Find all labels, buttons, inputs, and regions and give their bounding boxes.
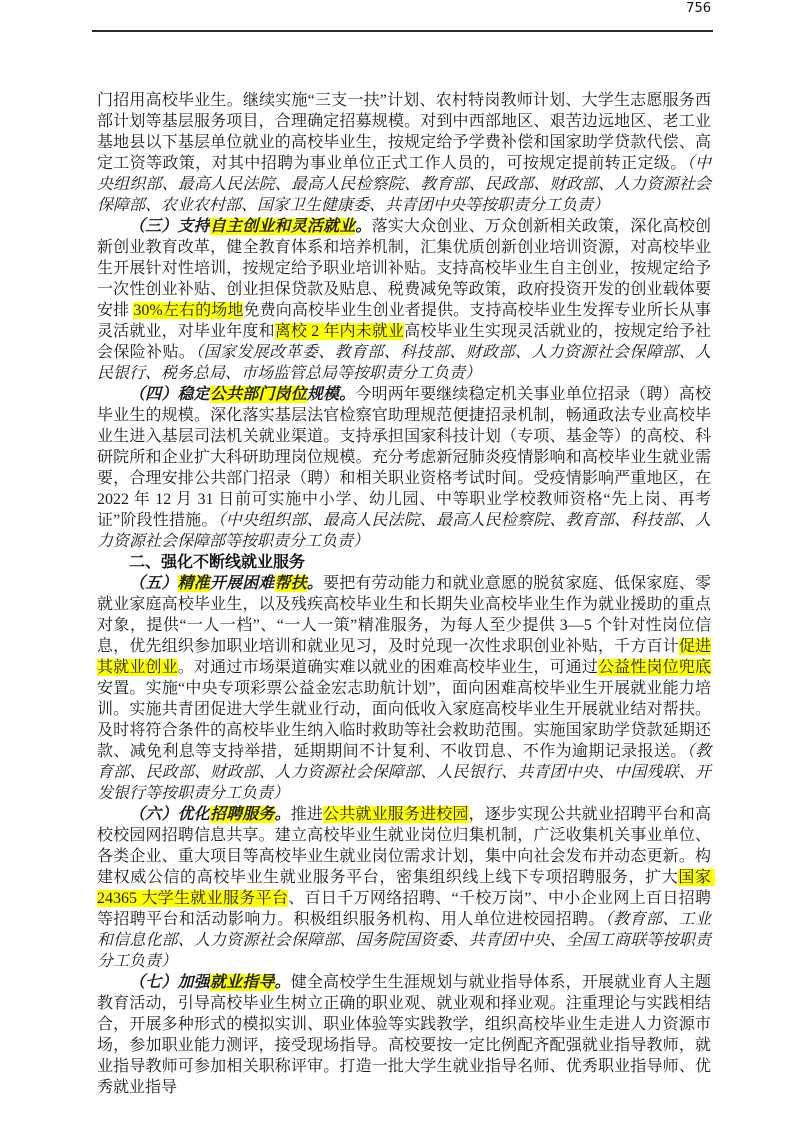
text-run: （国家发展改革委、教育部、科技部、财政部、人力资源社会保障部、人民银行、税务总局、市场监管总局等按职责分工负责） [97,344,711,382]
text-run: （四）稳定 [129,386,210,403]
highlighted-text: 精准 [177,575,210,592]
text-run: 。 [355,218,372,235]
text-run: （七）加强 [129,974,210,991]
highlighted-text: 招聘服务 [209,806,275,823]
text-run: 开展困难 [209,575,275,592]
text-run: （五） [129,575,178,592]
text-run: 高校毕业生实现灵活就业的，按规定给予社会保险补贴。 [97,323,711,361]
continuation-paragraph [97,90,711,216]
highlighted-text: 帮扶 [274,575,307,592]
text-run: 安置。实施“中央专项彩票公益金宏志助航计划”，面向困难高校毕业生开展就业能力培训。实施共青团促进大学生就业行动，面向低收入家庭高校毕业生开展就业结对帮扶。及时将符合条件的高校毕业生纳入临时救助等社会救助范围。实施国家助学贷款延期还款、减免利息等支持举措，延期期间不计复利、不收罚息、不作为逾期记录报送。 [97,680,711,760]
paragraph-item-5 [97,573,711,804]
text-run: （中央组织部、最高人民法院、最高人民检察院、教育部、民政部、财政部、人力资源社会保障部、农业农村部、国家卫生健康委、共青团中央等按职责分工负责） [97,155,711,214]
section-heading-2 [97,552,711,573]
paragraph-item-4 [97,384,715,552]
text-run: 推进 [290,806,324,823]
document-body [97,90,715,1098]
text-run: 。 [274,806,291,823]
text-run: ，逐步实现公共就业招聘平台和高校校园网招聘信息共享。建立高校毕业生就业岗位归集机制，广泛收集机关事业单位、各类企业、重大项目等高校毕业生就业岗位需求计划，集中向社会发布并动态更新。构建权威公信的高校毕业生就业服务平台，密集组织线上线下专项招聘服务，扩大 [97,806,711,886]
highlighted-text: 30%左右的场地 [133,302,244,319]
paragraph-item-7 [97,972,711,1098]
text-run: （中央组织部、最高人民法院、最高人民检察院、教育部、科技部、人力资源社会保障部等按职责分工负责） [97,512,711,550]
text-run: （三）支持 [129,218,210,235]
paragraph-item-6 [97,804,715,972]
text-run: 二、强化不断线就业服务 [129,554,306,571]
text-run: 、百日千万网络招聘、“千校万岗”、中小企业网上百日招聘等招聘平台和活动影响力。积极组织服务机构、用人单位进校园招聘。 [97,890,711,928]
highlighted-text: 促进其就业创业 [97,638,711,676]
highlighted-text: 就业指导 [209,974,275,991]
text-run: 今明两年要继续稳定机关事业单位招录（聘）高校毕业生的规模。深化落实基层法官检察官助理规范便捷招录机制，畅通政法专业高校毕业生进入基层司法机关就业渠道。支持承担国家科技计划（专项、基金等）的高校、科研院所和企业扩大科研助理岗位规模。充分考虑新冠肺炎疫情影响和高校毕业生就业需要，合理安排公共部门招录（聘）和相关职业资格考试时间。受疫情影响严重地区，在 2022 年 12 月 31 日前可实施中小学、幼儿园、中等职业学校教师资格“先上岗、再考证”阶段性措施。 [97,386,715,529]
text-run: 。对通过市场渠道确实难以就业的困难高校毕业生，可通过 [177,659,598,676]
text-run: 要把有劳动能力和就业意愿的脱贫家庭、低保家庭、零就业家庭高校毕业生，以及残疾高校毕业生和长期失业高校毕业生作为就业援助的重点对象，提供“一人一档”、“一人一策”精准服务，为每人至少提供 3—5 个针对性岗位信息，优先组织参加职业培训和就业见习，及时兑现一次性求职创业补贴，千方百计 [97,575,711,655]
highlighted-text: 公共部门岗位 [209,386,307,403]
text-run: 门招用高校毕业生。继续实施“三支一扶”计划、农村特岗教师计划、大学生志愿服务西部计划等基层服务项目，合理确定招募规模。对到中西部地区、艰苦边远地区、老工业基地县以下基层单位就业的高校毕业生，按规定给予学费补偿和国家助学贷款代偿、高定工资等政策，对其中招聘为事业单位正式工作人员的，可按规定提前转正定级。 [97,92,711,172]
highlighted-text: 离校 2 年内未就业 [274,323,405,340]
text-run: （教育部、工业和信息化部、人力资源社会保障部、国务院国资委、共青团中央、全国工商联等按职责分工负责） [97,911,711,970]
text-run: 免费向高校毕业生创业者提供。支持高校毕业生发挥专业所长从事灵活就业，对毕业年度和 [97,302,711,340]
text-run: （六）优化 [129,806,210,823]
highlighted-text: 自主创业和灵活就业 [209,218,356,235]
highlighted-text: 国家 24365 大学生就业服务平台 [97,869,715,907]
text-run: 健全高校学生生涯规划与就业指导体系，开展就业育人主题教育活动，引导高校毕业生树立正确的职业观、就业观和择业观。注重理论与实践相结合，开展多种形式的模拟实训、职业体验等实践教学，组织高校毕业生走进人力资源市场，参加职业能力测评，接受现场指导。高校要按一定比例配齐配强就业指导教师，就业指导教师可参加相关职称评审。打造一批大学生就业指导名师、优秀职业指导师、优秀就业指导 [97,974,711,1096]
text-run: 规模。 [306,386,356,403]
paragraph-item-3 [97,216,711,384]
highlighted-text: 公益性岗位兜底 [598,659,711,676]
header-rule [92,30,713,32]
highlighted-text: 公共就业服务进校园 [323,806,469,823]
text-run: （教育部、民政部、财政部、人力资源社会保障部、人民银行、共青团中央、中国残联、开发银行等按职责分工负责） [97,743,711,802]
page-number: 756 [686,1,711,16]
text-run: 。 [306,575,324,592]
text-run: 。 [274,974,291,991]
text-run: 落实大众创业、万众创新相关政策，深化高校创新创业教育改革，健全教育体系和培养机制，汇集优质创新创业培训资源，对高校毕业生开展针对性培训，按规定给予职业培训补贴。支持高校毕业生自主创业，按规定给予一次性创业补贴、创业担保贷款及贴息、税费减免等政策，政府投资开发的创业载体要安排 [97,218,711,319]
